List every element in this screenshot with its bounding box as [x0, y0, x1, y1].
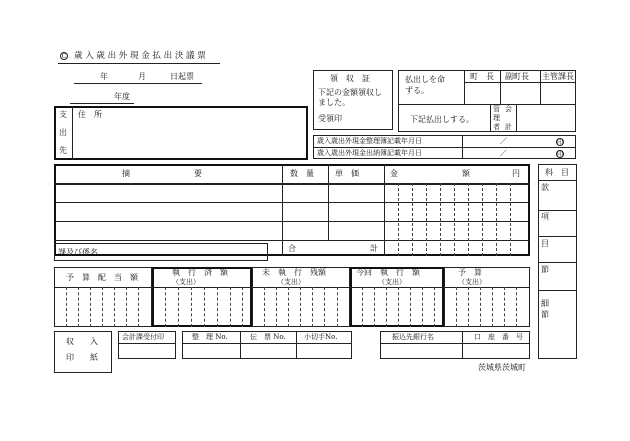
yen-header: 円 [512, 169, 520, 178]
amount-header-kin: 金 [390, 169, 398, 178]
account-no-label: 口 座 番 号 [474, 333, 523, 341]
budget-this-time-label: 今回 執 行 額 [356, 268, 420, 277]
category-saimoku2: 節 [541, 310, 549, 319]
vice-mayor-label: 副町長 [505, 72, 529, 81]
total-label-a: 合 [288, 244, 296, 253]
revenue-stamp-1: 収 入 [66, 337, 98, 346]
revenue-stamp-2: 印 紙 [66, 353, 98, 362]
receipt-text1: 下記の金額領収し [318, 88, 382, 97]
budget-this-time-sub: （支出） [378, 278, 406, 286]
order-text2: ずる。 [405, 86, 429, 95]
manager-3: 理 [493, 114, 500, 122]
category-kou: 項 [541, 212, 549, 221]
accounting-seal-label: 会計課受付印 [122, 333, 164, 341]
category-kan: 款 [541, 183, 549, 192]
date-month: 月 [138, 72, 146, 81]
order-text1: 払出しを命 [405, 75, 445, 84]
unit-price-header: 単 価 [335, 169, 359, 178]
amount-header-gaku: 額 [462, 169, 470, 178]
budget-executed-sub: （支出） [172, 278, 200, 286]
manage-no-label: 整 理 No. [192, 333, 228, 341]
voucher-no-label: 伝 票 No. [250, 333, 286, 341]
manager-2: 会 [505, 105, 512, 113]
category-setsu: 節 [541, 265, 549, 274]
ledger-row2: 歳入歳出外現金出納簿記載年月日 [317, 149, 422, 157]
date-year: 年 [100, 72, 108, 81]
payee-dest: 先 [59, 146, 67, 155]
budget-allocated-label: 予 算 配 当 額 [66, 273, 138, 282]
ledger-seal-1: 印 [557, 139, 564, 146]
quantity-header: 数 量 [290, 169, 314, 178]
budget-executed-label: 執 行 済 額 [172, 268, 228, 277]
date-day: 日起票 [170, 72, 194, 81]
ledger-row1: 歳入歳出外現金整理簿記載年月日 [317, 137, 422, 145]
category-moku: 目 [541, 239, 549, 248]
section-label: 課及び係名 [58, 248, 98, 257]
title-mark: C [61, 53, 67, 60]
category-title: 科 目 [545, 168, 569, 177]
budget-unexecuted-label: 未 執 行 残額 [262, 268, 326, 277]
footer-municipality: 茨城県茨城町 [478, 363, 526, 372]
check-no-label: 小切手No. [304, 333, 338, 341]
budget-unexecuted-sub: （支出） [277, 278, 305, 286]
fiscal-year: 年度 [114, 92, 130, 101]
section-chief-label: 主管課長 [542, 72, 574, 81]
ledger-seal-2: 印 [557, 151, 564, 158]
budget-balance-label: 予 算 [458, 268, 482, 277]
budget-balance-sub: （支出） [458, 278, 486, 286]
receipt-title: 領 収 証 [330, 74, 370, 83]
bank-label: 振込先銀行名 [392, 333, 434, 341]
page-title: 歳 入 歳 出 外 現 金 払 出 決 議 票 [74, 51, 206, 61]
manager-4: 者 [493, 123, 500, 131]
manager-5: 計 [505, 123, 512, 131]
paid-text: 下記払出しする。 [410, 115, 474, 124]
total-label-b: 計 [370, 244, 378, 253]
payee-address: 住 所 [78, 110, 102, 119]
ledger-slash-1: ／ [500, 137, 507, 145]
summary-header: 摘 要 [122, 169, 202, 178]
payee-out: 出 [59, 128, 67, 137]
mayor-label: 町 長 [470, 72, 494, 81]
receipt-seal: 受領印 [318, 114, 342, 123]
payee-pay: 支 [59, 110, 67, 119]
manager-1: 管 [493, 105, 500, 113]
ledger-slash-2: ／ [500, 149, 507, 157]
receipt-text2: ました。 [318, 98, 350, 107]
category-saimoku1: 細 [541, 299, 549, 308]
